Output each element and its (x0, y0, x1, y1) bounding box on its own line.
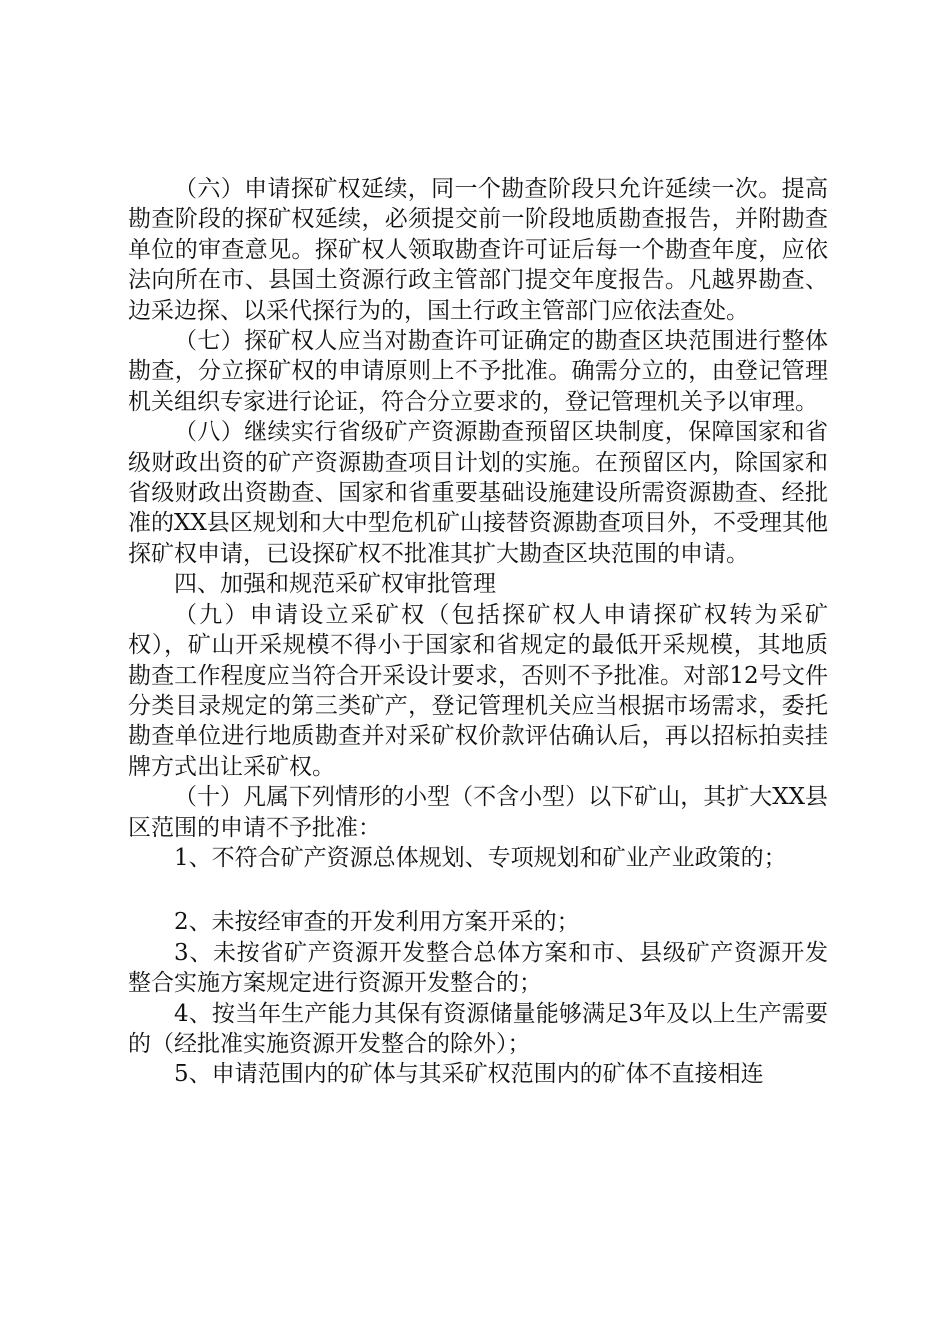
list-item-4: 4、按当年生产能力其保有资源储量能够满足3年及以上生产需要的（经批准实施资源开发整合的除外）； (128, 1000, 828, 1057)
list-item-3: 3、未按省矿产资源开发整合总体方案和市、县级矿产资源开发整合实施方案规定进行资源开发整合的； (128, 939, 828, 997)
paragraph-mining-right-application: （九）申请设立采矿权（包括探矿权人申请探矿权转为采矿权），矿山开采规模不得小于国家和省规定的最低开采规模，其地质勘查工作程度应当符合开采设计要求，否则不予批准。对部12号文件分类目录规定的第三类矿产，登记管理机关应当根据市场需求，委托勘查单位进行地质勘查并对采矿权价款评估确认后，再以招标拍卖挂牌方式出让采矿权。 (128, 601, 828, 780)
list-item-5: 5、申请范围内的矿体与其采矿权范围内的矿体不直接相连 (174, 1061, 764, 1088)
list-item-2: 2、未按经审查的开发利用方案开采的； (174, 909, 580, 936)
paragraph-expansion-conditions: （十）凡属下列情形的小型（不含小型）以下矿山，其扩大XX县区范围的申请不予批准： (128, 784, 828, 841)
paragraph-division-rules: （七）探矿权人应当对勘查许可证确定的勘查区块范围进行整体勘查，分立探矿权的申请原则上不予批准。确需分立的，由登记管理机关组织专家进行论证，符合分立要求的，登记管理机关予以审理。 (128, 328, 828, 415)
document-body (128, 174, 828, 1090)
list-item-1: 1、不符合矿产资源总体规划、专项规划和矿业产业政策的； (174, 844, 787, 871)
paragraph-extension-rules: （六）申请探矿权延续，同一个勘查阶段只允许延续一次。提高勘查阶段的探矿权延续，必须提交前一阶段地质勘查报告，并附勘查单位的审查意见。探矿权人领取勘查许可证后每一个勘查年度，应依法向所在市、县国土资源行政主管部门提交年度报告。凡越界勘查、边采边探、以采代探行为的，国土行政主管部门应依法查处。 (128, 176, 828, 324)
paragraph-reserved-blocks: （八）继续实行省级矿产资源勘查预留区块制度，保障国家和省级财政出资的矿产资源勘查项目计划的实施。在预留区内，除国家和省级财政出资勘查、国家和省重要基础设施建设所需资源勘查、经批准的XX县区规划和大中型危机矿山接替资源勘查项目外，不受理其他探矿权申请，已设探矿权不批准其扩大勘查区块范围的申请。 (128, 419, 828, 567)
section-heading-mining-rights: 四、加强和规范采矿权审批管理 (174, 571, 496, 598)
